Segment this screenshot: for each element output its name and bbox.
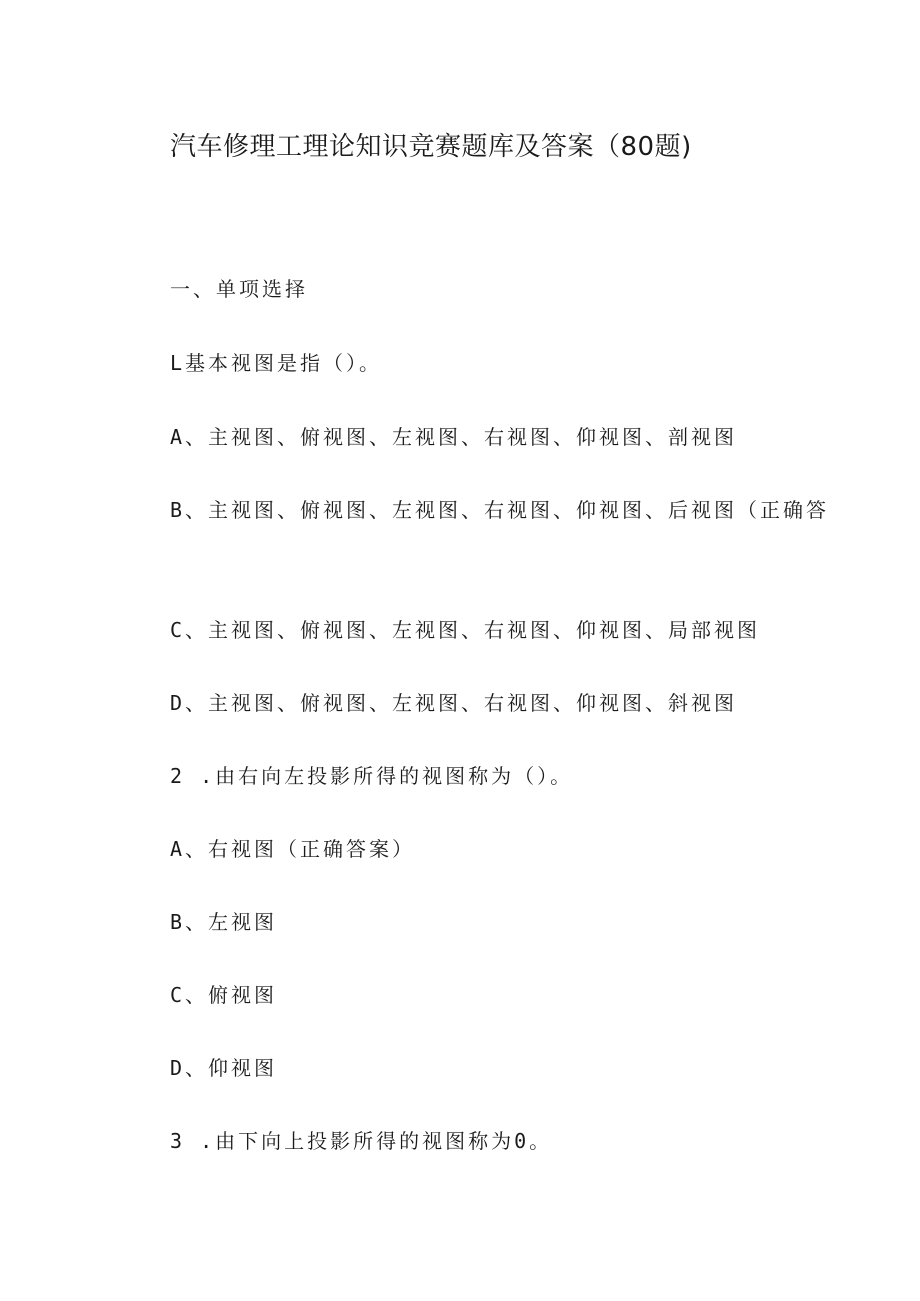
document-title: 汽车修理工理论知识竞赛题库及答案（80题) [170,132,692,162]
question-2: 2 .由右向左投影所得的视图称为（）。 [170,764,574,788]
question-2-option-d: D、仰视图 [170,1056,278,1080]
question-1: L基本视图是指（）。 [170,351,383,375]
question-2-option-c: C、俯视图 [170,983,278,1007]
question-1-option-d: D、主视图、俯视图、左视图、右视图、仰视图、斜视图 [170,691,738,715]
question-3: 3 .由下向上投影所得的视图称为0。 [170,1129,553,1153]
question-1-option-a: A、主视图、俯视图、左视图、右视图、仰视图、剖视图 [170,425,738,449]
question-2-option-b: B、左视图 [170,910,278,934]
section-heading: 一、单项选择 [170,277,308,301]
question-2-option-a: A、右视图（正确答案） [170,837,416,861]
question-1-option-c: C、主视图、俯视图、左视图、右视图、仰视图、局部视图 [170,618,761,642]
question-1-option-b: B、主视图、俯视图、左视图、右视图、仰视图、后视图（正确答 [170,498,830,522]
